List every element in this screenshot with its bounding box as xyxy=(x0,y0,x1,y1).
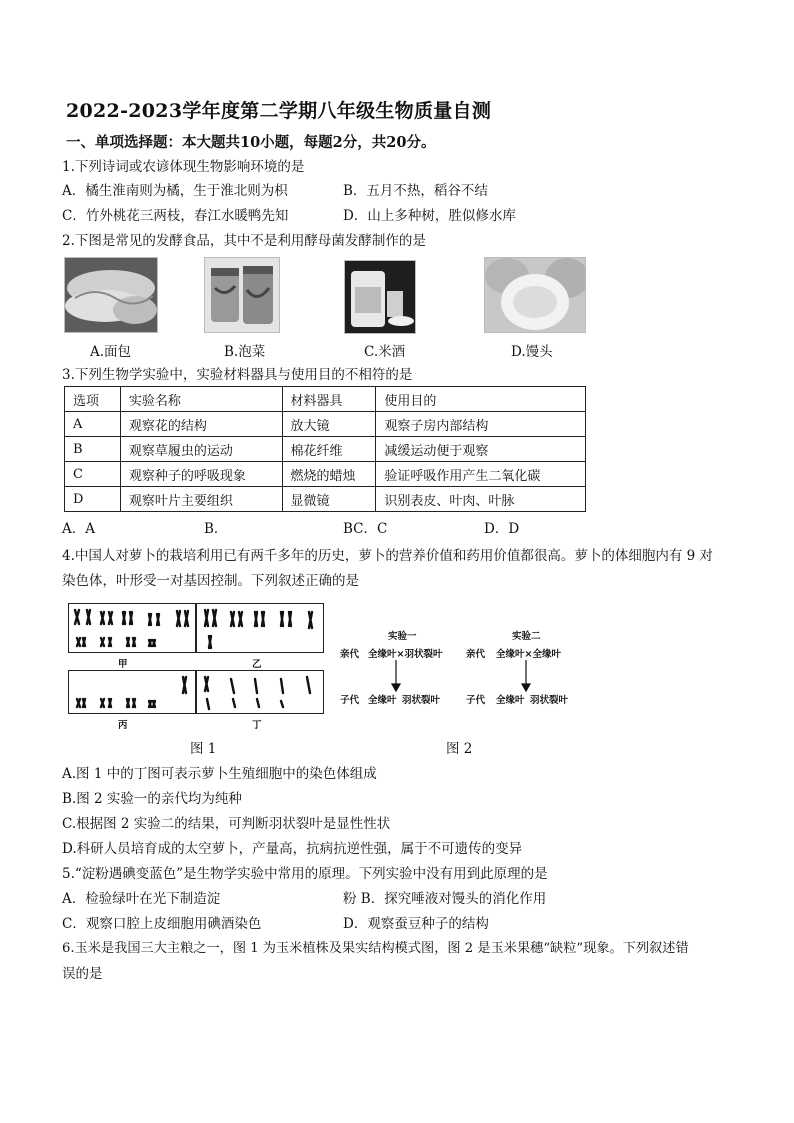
table-cell: A xyxy=(65,412,121,437)
exp2-parent-label: 亲代 xyxy=(466,649,486,660)
header-cell: 选项 xyxy=(65,387,121,412)
q5-option-b: 粉 B．探究唾液对馒头的消化作用 xyxy=(343,891,547,907)
exp2-title: 实验二 xyxy=(512,631,541,642)
q6-stem-line1: 6.玉米是我国三大主粮之一，图 1 为玉米植株及果实结构模式图，图 2 是玉米果穗“缺粒”现象。下列叙述错 xyxy=(62,941,689,956)
q4-option-a: A.图 1 中的丁图可表示萝卜生殖细胞中的染色体组成 xyxy=(62,766,377,782)
q3-answer-a: A．A xyxy=(62,521,95,537)
q1-option-c: C．竹外桃花三两枝，春江水暖鸭先知 xyxy=(62,208,289,224)
q4-stem-line1: 4.中国人对萝卜的栽培利用已有两千多年的历史，萝卜的营养价值和药用价值都很高。萝卜的体细胞内有 9 对 xyxy=(62,548,714,564)
cross-arrows xyxy=(380,658,580,694)
q2-stem: 2.下图是常见的发酵食品，其中不是利用酵母菌发酵制作的是 xyxy=(62,233,426,249)
table-cell: 显微镜 xyxy=(282,487,376,512)
panel-label-ding: 丁 xyxy=(252,720,262,731)
q1-option-d: D．山上多种树，胜似修水库 xyxy=(343,208,516,224)
table-row xyxy=(65,487,586,512)
q5-option-d: D．观察蚕豆种子的结构 xyxy=(343,916,489,932)
figure-2-label: 图 2 xyxy=(446,741,473,757)
exp1-child-label: 子代 xyxy=(340,695,360,706)
exp2-child-label: 子代 xyxy=(466,695,486,706)
q1-option-b: B．五月不热，稻谷不结 xyxy=(343,183,488,199)
table-row xyxy=(65,437,586,462)
page-title: 2022-2023学年度第二学期八年级生物质量自测 xyxy=(66,100,492,122)
chromosome-panel-yi xyxy=(196,603,324,653)
table-cell: 燃烧的蜡烛 xyxy=(282,462,376,487)
q1-option-a: A．橘生淮南则为橘，生于淮北则为枳 xyxy=(62,183,288,199)
table-cell: 观察种子的呼吸现象 xyxy=(120,462,282,487)
experiment-table xyxy=(64,386,586,512)
table-cell: 棉花纤维 xyxy=(282,437,376,462)
table-cell: 验证呼吸作用产生二氧化碳 xyxy=(376,462,586,487)
q5-stem: 5.“淀粉遇碘变蓝色”是生物学实验中常用的原理。下列实验中没有用到此原理的是 xyxy=(62,866,548,882)
exp1-title: 实验一 xyxy=(388,631,417,642)
chromosome-panel-bing xyxy=(68,670,196,714)
q1-stem: 1.下列诗词或农谚体现生物影响环境的是 xyxy=(62,159,305,175)
exp2-parent-cross: 全缘叶×全缘叶 xyxy=(496,649,561,660)
caption-a: A.面包 xyxy=(90,344,132,360)
q5-option-a: A．检验绿叶在光下制造淀 xyxy=(62,891,221,907)
q3-stem: 3.下列生物学实验中，实验材料器具与使用目的不相符的是 xyxy=(62,367,413,383)
steamed-bun-photo xyxy=(484,257,586,333)
header-cell: 使用目的 xyxy=(376,387,586,412)
exp1-parent-label: 亲代 xyxy=(340,649,360,660)
q4-stem-line2: 染色体，叶形受一对基因控制。下列叙述正确的是 xyxy=(62,573,359,589)
exp1-parent-cross: 全缘叶×羽状裂叶 xyxy=(368,649,443,660)
section-heading: 一、单项选择题：本大题共10小题，每题2分，共20分。 xyxy=(66,134,436,151)
table-cell: 观察草履虫的运动 xyxy=(120,437,282,462)
figure-1-label: 图 1 xyxy=(190,741,217,757)
exp2-child-2: 羽状裂叶 xyxy=(530,695,569,706)
table-cell: 观察花的结构 xyxy=(120,412,282,437)
caption-b: B.泡菜 xyxy=(224,344,266,360)
q5-option-c: C．观察口腔上皮细胞用碘酒染色 xyxy=(62,916,262,932)
exp1-child-1: 全缘叶 xyxy=(368,695,397,706)
rice-wine-photo xyxy=(344,260,416,334)
q6-stem-line2: 误的是 xyxy=(62,966,103,982)
table-cell: 观察子房内部结构 xyxy=(376,412,586,437)
table-cell: 观察叶片主要组织 xyxy=(120,487,282,512)
caption-d: D.馒头 xyxy=(511,344,553,360)
table-cell: D xyxy=(65,487,121,512)
bread-photo xyxy=(64,257,158,333)
panel-label-jia: 甲 xyxy=(118,659,128,670)
table-cell: 识别表皮、叶肉、叶脉 xyxy=(376,487,586,512)
table-cell: 放大镜 xyxy=(282,412,376,437)
table-cell: B xyxy=(65,437,121,462)
table-row xyxy=(65,412,586,437)
table-cell: C xyxy=(65,462,121,487)
caption-c: C.米酒 xyxy=(364,344,406,360)
q3-answer-b: B． xyxy=(204,521,228,537)
header-cell: 实验名称 xyxy=(120,387,282,412)
table-header-row xyxy=(65,387,586,412)
header-cell: 材料器具 xyxy=(282,387,376,412)
panel-label-bing: 丙 xyxy=(118,720,128,731)
pickle-jar-photo xyxy=(204,257,280,333)
q4-option-b: B.图 2 实验一的亲代均为纯种 xyxy=(62,791,242,807)
chromosome-panel-ding xyxy=(196,670,324,714)
chromosome-panel-jia xyxy=(68,603,196,653)
exp1-child-2: 羽状裂叶 xyxy=(402,695,441,706)
exp2-child-1: 全缘叶 xyxy=(496,695,525,706)
q3-answer-bc: BC．C xyxy=(343,521,388,537)
q4-option-d: D.科研人员培育成的太空萝卜，产量高，抗病抗逆性强，属于不可遗传的变异 xyxy=(62,841,523,857)
q4-option-c: C.根据图 2 实验二的结果，可判断羽状裂叶是显性性状 xyxy=(62,816,391,832)
q3-answer-d: D．D xyxy=(484,521,520,537)
panel-label-yi: 乙 xyxy=(252,659,262,670)
table-row xyxy=(65,462,586,487)
table-cell: 减缓运动便于观察 xyxy=(376,437,586,462)
